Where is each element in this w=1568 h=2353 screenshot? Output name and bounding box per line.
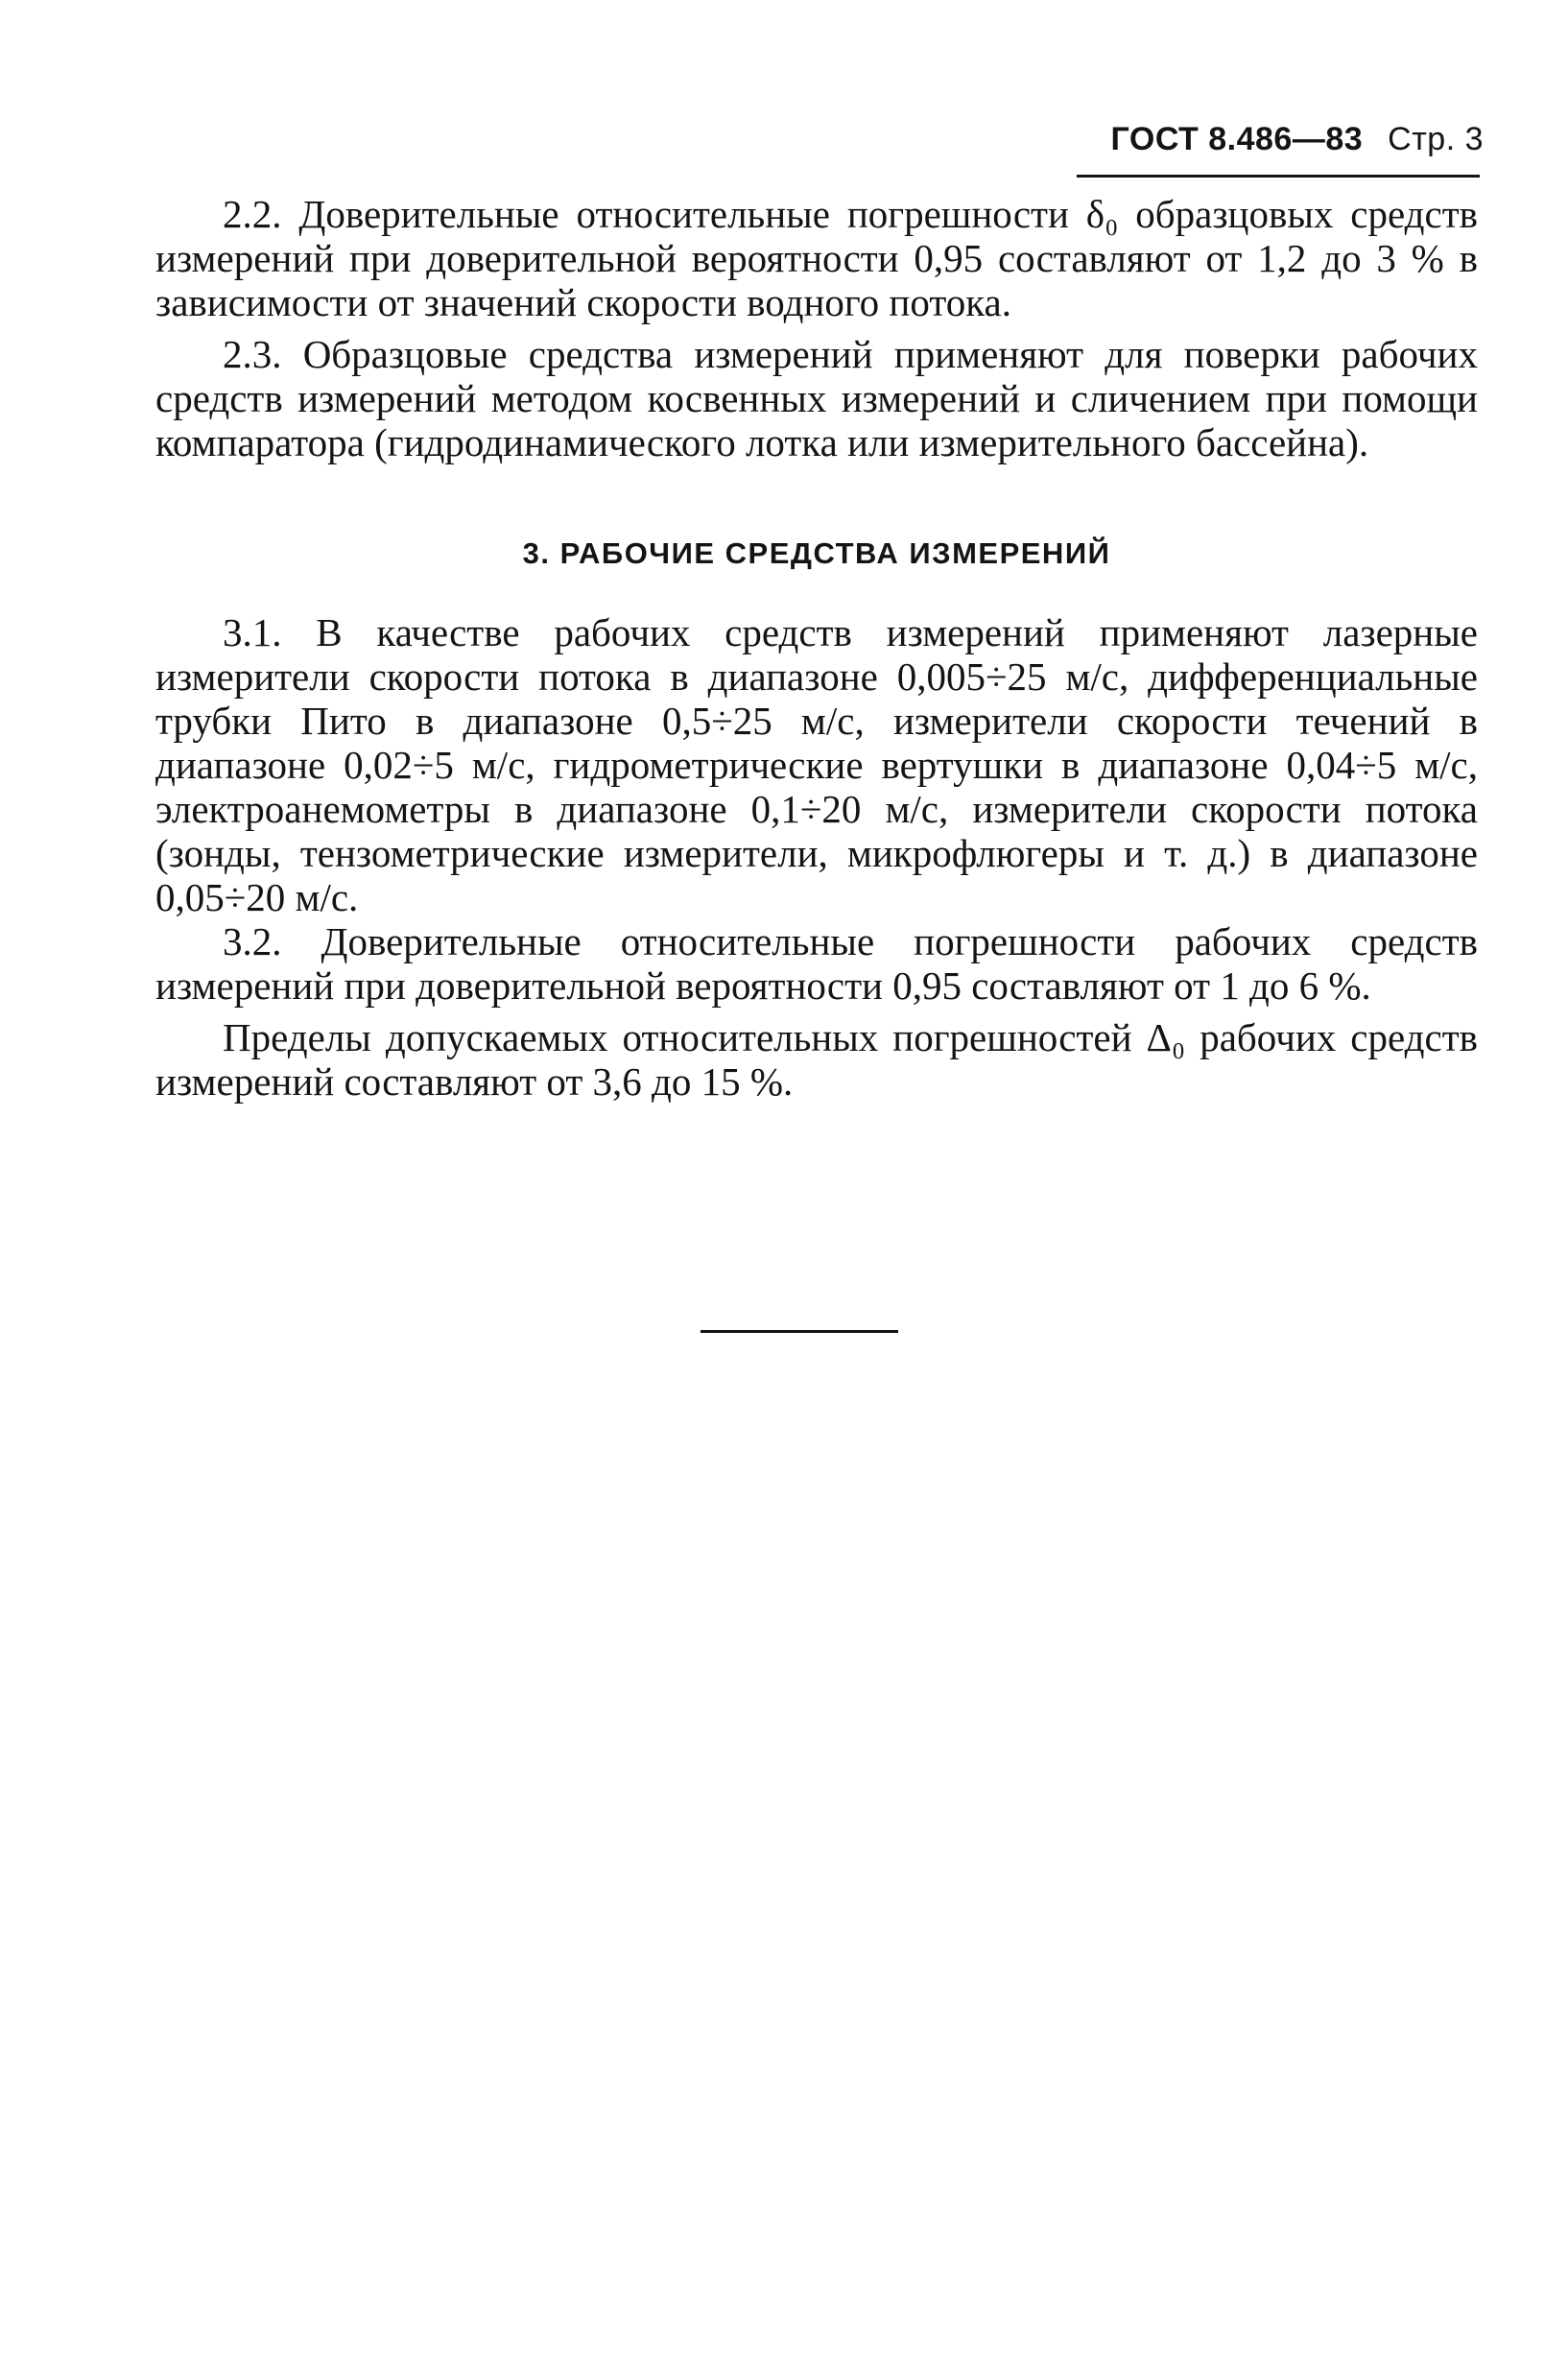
paragraph-2-2: 2.2. Доверительные относительные погрешности δ₀ образцовых средств измерений при доверительной вероятности 0,95 составляют от 1,2 до 3 % в зависимости от значений скорости водного потока.: [155, 192, 1478, 324]
paragraph-2-3: 2.3. Образцовые средства измерений применяют для поверки рабочих средств измерений методом косвенных измерений и сличением при помощи компаратора (гидродинамического лотка или измерительного бассейна).: [155, 332, 1478, 464]
standard-code: ГОСТ 8.486—83: [1110, 121, 1364, 157]
section-3-title: 3. РАБОЧИЕ СРЕДСТВА ИЗМЕРЕНИЙ: [522, 536, 1111, 570]
paragraph-3-2-limits: Пределы допускаемых относительных погрешностей Δ₀ рабочих средств измерений составляют от 3,6 до 15 %.: [155, 1015, 1478, 1104]
end-of-text-rule: [701, 1330, 898, 1333]
header-rule: [1077, 175, 1480, 178]
document-body: [155, 192, 1478, 1104]
page-number: Стр. 3: [1388, 121, 1484, 157]
paragraph-3-2: 3.2. Доверительные относительные погрешности рабочих средств измерений при доверительной вероятности 0,95 составляют от 1 до 6 %.: [155, 919, 1478, 1008]
paragraph-3-1: 3.1. В качестве рабочих средств измерений применяют лазерные измерители скорости потока в диапазоне 0,005÷25 м/с, дифференциальные трубки Пито в диапазоне 0,5÷25 м/с, измерители скорости течений в диапазоне 0,02÷5 м/с, гидрометрические вертушки в диапазоне 0,04÷5 м/с, электроанемометры в диапазоне 0,1÷20 м/с, измерители скорости потока (зонды, тензометрические измерители, микрофлюгеры и т. д.) в диапазоне 0,05÷20 м/с.: [155, 610, 1478, 919]
page-header: [1071, 121, 1484, 158]
